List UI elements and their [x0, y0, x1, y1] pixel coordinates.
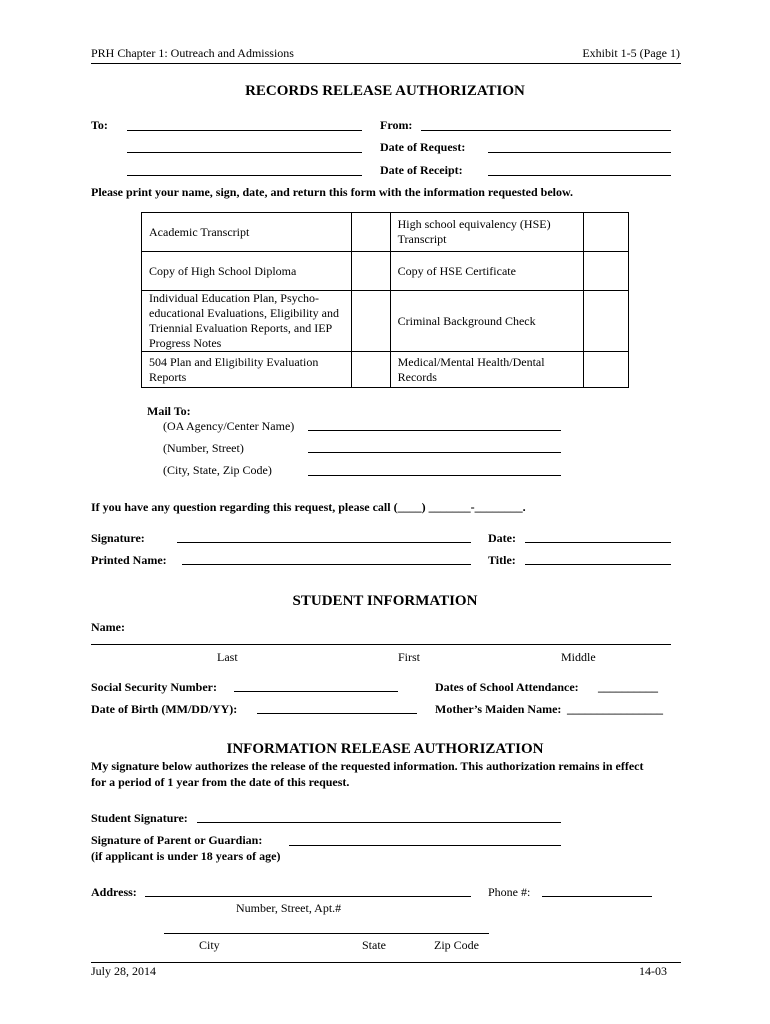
student-title: STUDENT INFORMATION: [292, 593, 478, 609]
signature-line[interactable]: [177, 542, 471, 543]
parent-signature-line[interactable]: [289, 845, 561, 846]
printed-name-line[interactable]: [182, 564, 471, 565]
header-left: PRH Chapter 1: Outreach and Admissions: [91, 46, 294, 60]
address-label: Address:: [91, 885, 137, 899]
mail-to-label: Mail To:: [147, 404, 191, 418]
record-checkbox[interactable]: [583, 213, 628, 252]
date-request-line[interactable]: [488, 152, 671, 153]
title-label: Title:: [488, 553, 516, 567]
student-signature-line[interactable]: [197, 822, 561, 823]
attendance-blank[interactable]: __________: [598, 680, 658, 694]
dob-label: Date of Birth (MM/DD/YY):: [91, 702, 238, 716]
release-text-line1: My signature below authorizes the release of the requested information. This authorization remains in effect: [91, 759, 644, 773]
footer-rule: [91, 962, 681, 963]
date-request-label: Date of Request:: [380, 140, 466, 154]
signature-label: Signature:: [91, 531, 145, 545]
header-right: Exhibit 1-5 (Page 1): [582, 46, 680, 60]
question-text: If you have any question regarding this request, please call (____) _______-________.: [91, 500, 526, 514]
to-line-2[interactable]: [127, 152, 362, 153]
record-checkbox[interactable]: [351, 213, 390, 252]
from-label: From:: [380, 118, 413, 132]
record-checkbox[interactable]: [351, 252, 390, 291]
mail-agency-line[interactable]: [308, 430, 561, 431]
mail-street-label: (Number, Street): [163, 441, 244, 455]
mail-agency-label: (OA Agency/Center Name): [163, 419, 295, 433]
ssn-line[interactable]: [234, 691, 398, 692]
date-receipt-label: Date of Receipt:: [380, 163, 463, 177]
mail-city-line[interactable]: [308, 475, 561, 476]
record-checkbox[interactable]: [583, 252, 628, 291]
student-name-line[interactable]: [91, 644, 671, 645]
record-item: Criminal Background Check: [390, 291, 583, 352]
table-row: [142, 352, 629, 388]
release-title: INFORMATION RELEASE AUTHORIZATION: [226, 741, 544, 757]
record-item: Academic Transcript: [142, 213, 352, 252]
printed-name-label: Printed Name:: [91, 553, 167, 567]
phone-label: Phone #:: [488, 885, 531, 899]
from-line[interactable]: [421, 130, 671, 131]
student-name-label: Name:: [91, 620, 125, 634]
to-line-3[interactable]: [127, 175, 362, 176]
date-line[interactable]: [525, 542, 671, 543]
ssn-label: Social Security Number:: [91, 680, 217, 694]
to-label: To:: [91, 118, 108, 132]
student-signature-label: Student Signature:: [91, 811, 188, 825]
mail-city-label: (City, State, Zip Code): [163, 463, 272, 477]
name-first-caption: First: [398, 650, 421, 664]
state-caption: State: [362, 938, 386, 952]
record-checkbox[interactable]: [583, 291, 628, 352]
maiden-name-label: Mother’s Maiden Name:: [435, 702, 562, 716]
record-checkbox[interactable]: [351, 291, 390, 352]
date-receipt-line[interactable]: [488, 175, 671, 176]
requested-records-table: [141, 212, 629, 388]
address-line[interactable]: [145, 896, 471, 897]
footer-date: July 28, 2014: [91, 964, 157, 978]
phone-line[interactable]: [542, 896, 652, 897]
record-item: Copy of HSE Certificate: [390, 252, 583, 291]
records-title: RECORDS RELEASE AUTHORIZATION: [245, 83, 525, 99]
attendance-label: Dates of School Attendance:: [435, 680, 579, 694]
release-text-line2: for a period of 1 year from the date of this request.: [91, 775, 350, 789]
mail-street-line[interactable]: [308, 452, 561, 453]
footer-code: 14-03: [639, 964, 667, 978]
table-row: [142, 291, 629, 352]
record-checkbox[interactable]: [351, 352, 390, 388]
table-row: [142, 213, 629, 252]
dob-line[interactable]: [257, 713, 417, 714]
date-label: Date:: [488, 531, 516, 545]
instruction-text: Please print your name, sign, date, and return this form with the information requested below.: [91, 185, 573, 199]
parent-signature-label: Signature of Parent or Guardian:: [91, 833, 263, 847]
city-state-zip-line[interactable]: [164, 933, 489, 934]
parent-note: (if applicant is under 18 years of age): [91, 849, 281, 863]
record-item: Individual Education Plan, Psycho-educational Evaluations, Eligibility and Triennial Evaluation Reports, and IEP Progress Notes: [142, 291, 352, 352]
record-item: Copy of High School Diploma: [142, 252, 352, 291]
record-item: High school equivalency (HSE) Transcript: [390, 213, 583, 252]
record-item: 504 Plan and Eligibility Evaluation Reports: [142, 352, 352, 388]
record-item: Medical/Mental Health/Dental Records: [390, 352, 583, 388]
table-row: [142, 252, 629, 291]
to-line-1[interactable]: [127, 130, 362, 131]
name-last-caption: Last: [217, 650, 238, 664]
record-checkbox[interactable]: [583, 352, 628, 388]
address-sub-caption: Number, Street, Apt.#: [236, 901, 342, 915]
zip-caption: Zip Code: [434, 938, 479, 952]
city-caption: City: [199, 938, 220, 952]
title-line[interactable]: [525, 564, 671, 565]
name-middle-caption: Middle: [561, 650, 596, 664]
header-rule: [91, 63, 681, 64]
maiden-name-blank[interactable]: ________________: [567, 702, 663, 716]
